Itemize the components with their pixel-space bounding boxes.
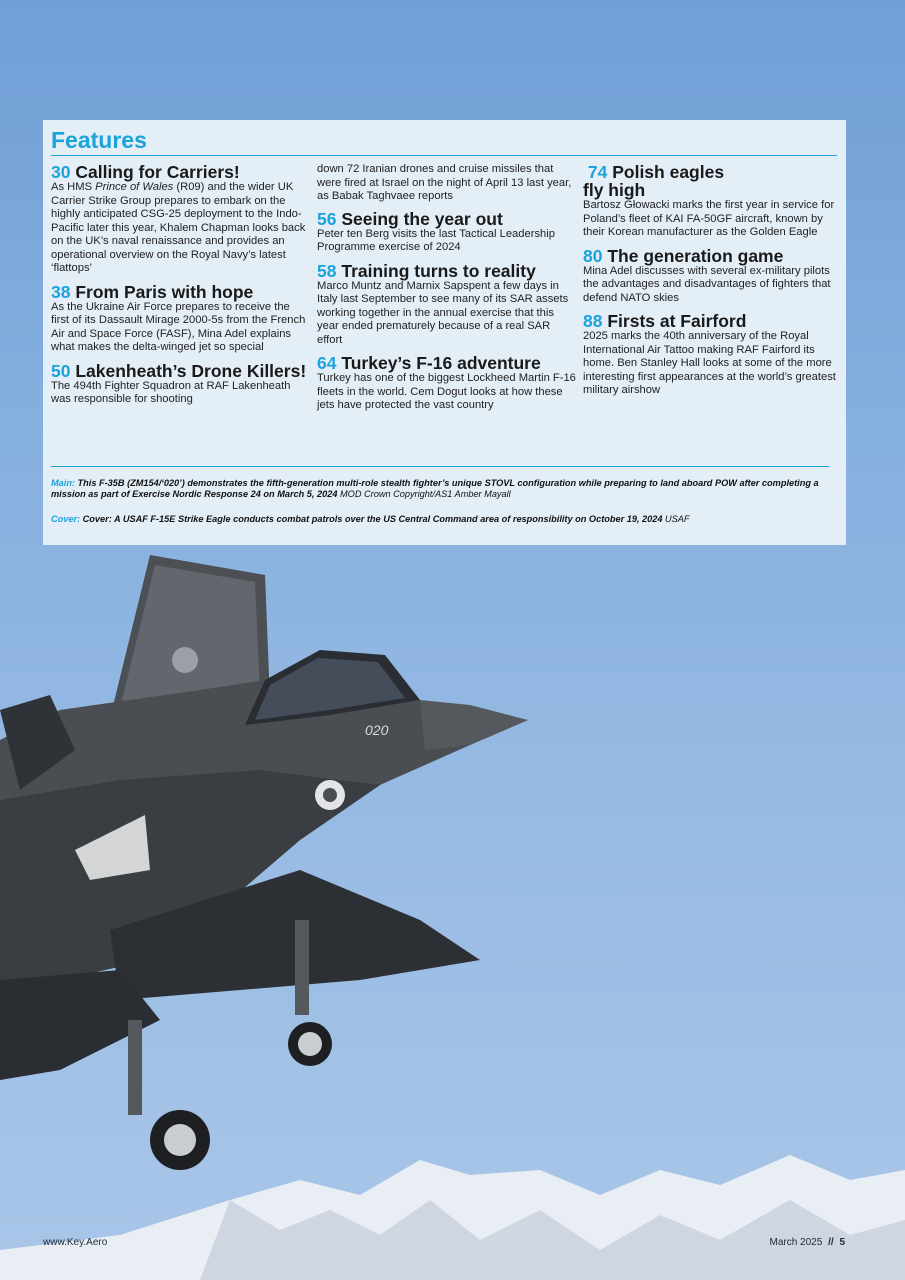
feature-title: Lakenheath’s Drone Killers! xyxy=(75,360,307,381)
page-number-footer: 5 xyxy=(839,1237,845,1248)
footer-separator: // xyxy=(828,1237,834,1248)
page-footer xyxy=(770,1237,846,1248)
tail-number: 020 xyxy=(365,722,389,738)
feature-title-line1: Polish eagles xyxy=(612,162,725,182)
feature-item-80[interactable] xyxy=(583,247,838,306)
feature-title: From Paris with hope xyxy=(75,281,254,302)
feature-item-58[interactable] xyxy=(317,262,577,348)
feature-title-line2: fly high xyxy=(583,180,646,200)
feature-title: Turkey’s F-16 adventure xyxy=(341,353,541,373)
feature-item-50[interactable] xyxy=(51,362,309,407)
heading-divider xyxy=(51,155,837,156)
features-column-2 xyxy=(317,163,577,420)
feature-title: Training turns to reality xyxy=(341,260,536,281)
page-number: 74 xyxy=(587,162,608,182)
feature-summary: Mina Adel discusses with several ex-military pilots the advantages and disadvantages of fighters that defend NATO skies xyxy=(583,264,831,304)
feature-title: Seeing the year out xyxy=(341,208,503,229)
feature-item-64[interactable] xyxy=(317,354,577,413)
feature-item-56[interactable] xyxy=(317,210,577,255)
feature-summary: Bartosz Głowacki marks the first year in service for Poland’s fleet of KAI FA-50GF aircraft, known by their Korean manufacturer as the Golden Eagle xyxy=(583,199,835,238)
page-number: 64 xyxy=(317,353,337,373)
page-number: 88 xyxy=(583,311,603,331)
feature-summary: Peter ten Berg visits the last Tactical Leadership Programme exercise of 2024 xyxy=(317,227,555,253)
issue-date: March 2025 xyxy=(769,1237,823,1248)
feature-summary: The 494th Fighter Squadron at RAF Lakenheath was responsible for shooting xyxy=(51,379,291,405)
feature-item-38[interactable] xyxy=(51,283,309,355)
cover-image-caption: Cover: Cover: A USAF F-15E Strike Eagle conducts combat patrols over the US Central Command area of responsibility on October 19, 2024 USAF xyxy=(51,514,690,524)
caption-divider xyxy=(51,466,829,467)
page-number: 80 xyxy=(583,245,603,266)
feature-title: The generation game xyxy=(607,245,784,266)
page-number: 30 xyxy=(51,162,71,182)
features-heading: Features xyxy=(51,127,147,153)
features-panel xyxy=(43,120,846,545)
feature-summary: Turkey has one of the biggest Lockheed Martin F-16 fleets in the world. Cem Dogut looks at how these jets have protected the vast country xyxy=(317,372,576,411)
feature-summary: As the Ukraine Air Force prepares to receive the first of its Dassault Mirage 2000-5s from the French Air and Space Force (FASF), Mina Adel explains what makes the delta-winged jet so special xyxy=(51,300,306,353)
website-link[interactable]: www.Key.Aero xyxy=(43,1237,108,1248)
feature-title: Calling for Carriers! xyxy=(75,162,240,182)
feature-item-88[interactable] xyxy=(583,312,838,398)
page-number: 58 xyxy=(317,260,337,281)
feature-summary: Marco Muntz and Marnix Sapspent a few days in Italy last September to see many of its SAR assets working together in the annual exercise that this year ended prematurely because of a real SAR effort xyxy=(317,279,569,346)
page-number: 50 xyxy=(51,360,71,381)
main-image-caption: Main: This F-35B (ZM154/‘020’) demonstrates the fifth-generation multi-role stealth fighter’s unique STOVL configuration while preparing to land aboard POW after completing a mission as part of Exercise Nordic Response 24 on March 5, 2024 MOD Crown Copyright/AS1 Amber Mayall xyxy=(51,478,819,499)
feature-item-30[interactable] xyxy=(51,163,309,276)
features-column-3 xyxy=(583,163,838,405)
f35b-jet-image xyxy=(0,550,540,1190)
feature-summary-continued: down 72 Iranian drones and cruise missiles that were fired at Israel on the night of April 13 last year, as Babak Taghvaee reports xyxy=(317,163,572,202)
page-number: 56 xyxy=(317,208,337,229)
page-number: 38 xyxy=(51,281,71,302)
feature-title: Firsts at Fairford xyxy=(607,311,747,331)
feature-summary: As HMS Prince of Wales (R09) and the wider UK Carrier Strike Group prepares to embark on the highly anticipated CSG-25 deployment to the Indo-Pacific later this year, Khalem Chapman looks back on the UK’s naval renaissance and provides an operational overview on the Royal Navy’s latest ‘flattops’ xyxy=(51,181,306,274)
feature-summary: 2025 marks the 40th anniversary of the Royal International Air Tattoo making RAF Fairford its home. Ben Stanley Hall looks at some of the more interesting first appearances at the world’s greatest military airshow xyxy=(583,330,836,396)
features-column-1 xyxy=(51,163,309,414)
feature-item-74[interactable] xyxy=(583,163,838,240)
